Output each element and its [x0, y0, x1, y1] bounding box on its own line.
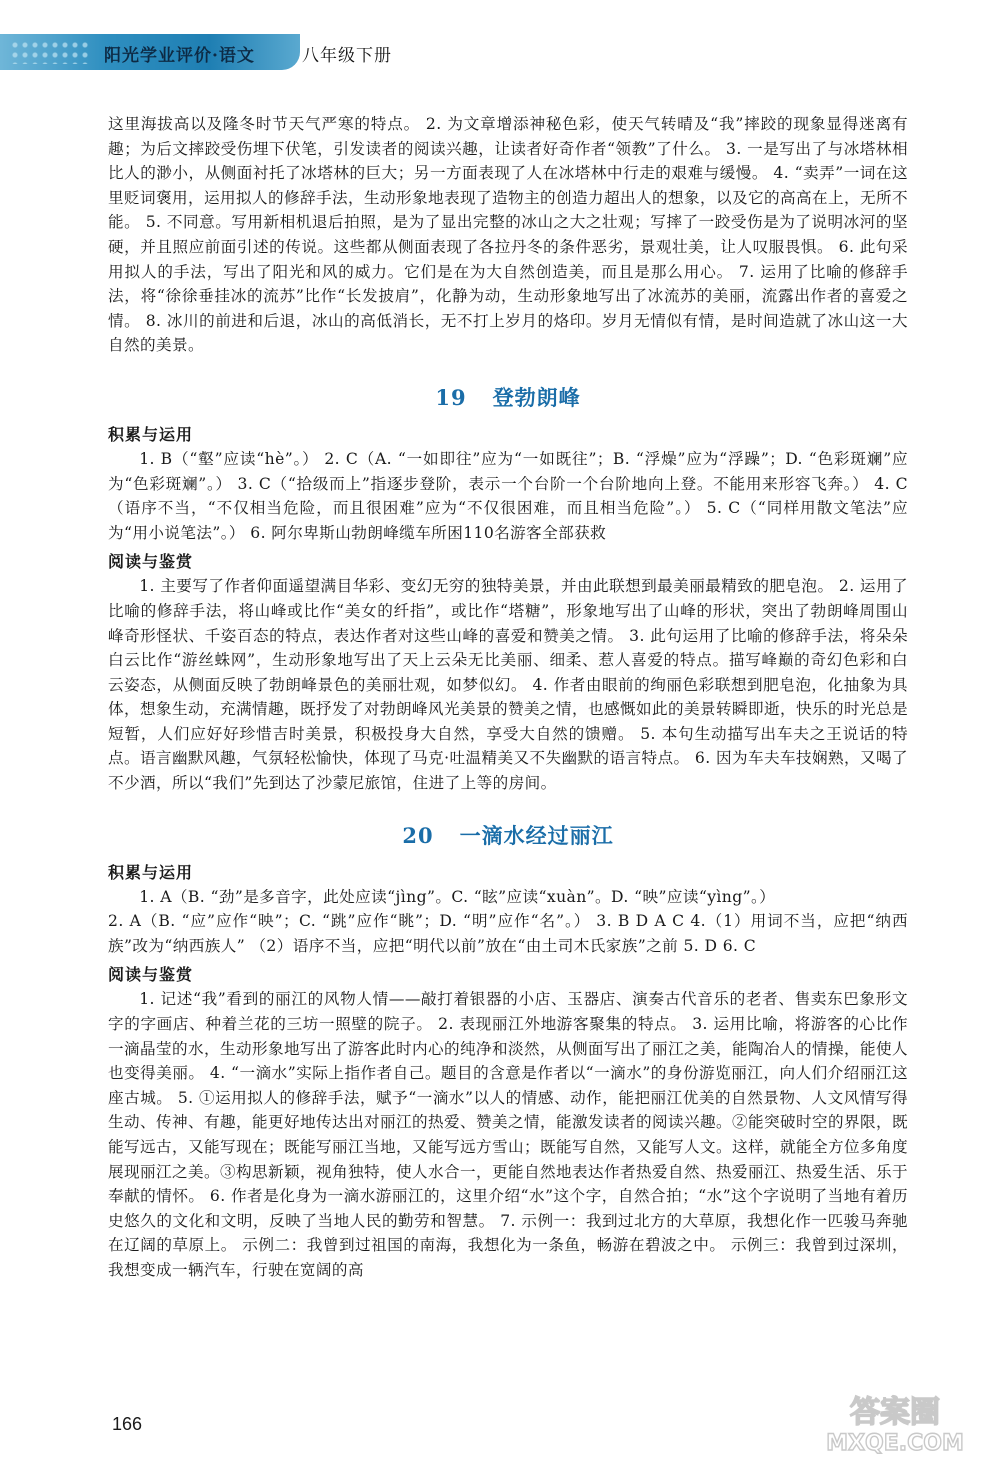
- lesson-20-section-1-line-1: 1. A（B. “劲”是多音字，此处应读“jìng”。C. “眩”应读“xuàn”。D. “映”应读“yìng”。）: [139, 887, 776, 906]
- lesson-19-number: 19: [435, 384, 467, 410]
- page-number: 166: [112, 1414, 143, 1434]
- lesson-19-section-2-heading: 阅读与鉴赏: [108, 552, 194, 572]
- lesson-20-name: 一滴水经过丽江: [459, 822, 614, 848]
- lesson-19-section-2-text: 1. 主要写了作者仰面遥望满目华彩、变幻无穷的独特美景，并由此联想到最美丽最精致的肥皂泡。 2. 运用了比喻的修辞手法，将山峰或比作“美女的纤指”，或比作“塔糖”，形象地写出了山峰的形状，突出了勃朗峰周围山峰奇形怪状、千姿百态的特点，表达作者对这些山峰的喜爱和赞美之情。 3. 此句运用了比喻的修辞手法，将朵朵白云比作“游丝蛛网”，生动形象地写出了天上云朵无比美丽、细柔、惹人喜爱的特点。描写峰巅的奇幻色彩和白云姿态，从侧面反映了勃朗峰景色的美丽壮观，如梦似幻。 4. 作者由眼前的绚丽色彩联想到肥皂泡，化抽象为具体，想象生动，充满情趣，既抒发了对勃朗峰风光美景的赞美之情，也感慨如此的美景转瞬即逝，快乐的时光总是短暂，人们应好好珍惜吉时美景，积极投身大自然，享受大自然的馈赠。 5. 本句生动描写出车夫之王说话的特点。语言幽默风趣，气氛轻松愉快，体现了马克·吐温精美又不失幽默的语言特点。 6. 因为车夫车技娴熟，又喝了不少酒，所以“我们”先到达了沙蒙尼旅馆，住进了上等的房间。: [108, 577, 908, 793]
- page-header: [0, 34, 420, 70]
- lesson-20-section-1-rest: 2. A（B. “应”应作“映”；C. “跳”应作“眺”；D. “明”应作“名”。） 3. B D A C 4.（1）用词不当，应把“纳西族”改为“纳西族人” （2）语序不当，应把“明代以前”放在“由土司木氏家族”之前 5. D 6. C: [108, 912, 908, 955]
- lesson-19-section-1-text: 1. B（“壑”应读“hè”。） 2. C（A. “一如即往”应为“一如既往”；B. “浮燥”应为“浮躁”；D. “色彩斑斓”应为“色彩斑斓”。） 3. C（“拾级而上”指逐步登阶，表示一个台阶一个台阶地向上登。不能用来形容飞奔。） 4. C（语序不当，“不仅相当危险，而且很困难”应为“不仅很困难，而且相当危险”。） 5. C（“同样用散文笔法”应为“用小说笔法”。） 6. 阿尔卑斯山勃朗峰缆车所困110名游客全部获救: [108, 449, 908, 542]
- watermark-text-en: MXQE.COM: [826, 1431, 964, 1456]
- series-title: 阳光学业评价·语文: [104, 46, 255, 66]
- lesson-19-title: [108, 382, 908, 412]
- watermark-logo: [800, 1388, 990, 1458]
- watermark-text-cn: 答案圈: [850, 1395, 940, 1430]
- intro-paragraph: 这里海拔高以及隆冬时节天气严寒的特点。 2. 为文章增添神秘色彩，使天气转晴及“我”摔跤的现象显得迷离有趣；为后文摔跤受伤埋下伏笔，引发读者的阅读兴趣，让读者好奇作者“领教”了什么。 3. 一是写出了与冰塔林相比人的渺小，从侧面衬托了冰塔林的巨大；另一方面表现了人在冰塔林中行走的艰难与缓慢。 4. “卖弄”一词在这里贬词褒用，运用拟人的修辞手法，生动形象地表现了造物主的创造力超出人的想象，以及它的高高在上，无所不能。 5. 不同意。写用新相机退后拍照，是为了显出完整的冰山之大之壮观；写摔了一跤受伤是为了说明冰河的坚硬，并且照应前面引述的传说。这些都从侧面表现了各拉丹冬的条件恶劣，景观壮美，让人叹服畏惧。 6. 此句采用拟人的手法，写出了阳光和风的威力。它们是在为大自然创造美，而且是那么用心。 7. 运用了比喻的修辞手法，将“徐徐垂挂冰的流苏”比作“长发披肩”，化静为动，生动形象地写出了冰流苏的美丽，流露出作者的喜爱之情。 8. 冰川的前进和后退，冰山的高低消长，无不打上岁月的烙印。岁月无情似有情，是时间造就了冰山这一大自然的美景。: [108, 115, 908, 355]
- lesson-20-section-1-heading: 积累与运用: [108, 862, 194, 882]
- lesson-20-number: 20: [402, 822, 434, 848]
- lesson-19-section-1-heading: 积累与运用: [108, 424, 194, 444]
- lesson-20-section-2-text: 1. 记述“我”看到的丽江的风物人情——敲打着银器的小店、玉器店、演奏古代音乐的老者、售卖东巴象形文字的字画店、种着兰花的三坊一照壁的院子。 2. 表现丽江外地游客聚集的特点。 3. 运用比喻，将游客的心比作一滴晶莹的水，生动形象地写出了游客此时内心的纯净和淡然，从侧面写出了丽江之美，能陶冶人的情操，能使人也变得美丽。 4. “一滴水”实际上指作者自己。题目的含意是作者以“一滴水”的身份游览丽江，向人们介绍丽江这座古城。 5. ①运用拟人的修辞手法，赋予“一滴水”以人的情感、动作，能把丽江优美的自然景物、人文风情写得生动、传神、有趣，能更好地传达出对丽江的热爱、赞美之情，能激发读者的阅读兴趣。②能突破时空的界限，既能写远古，又能写现在；既能写丽江当地，又能写远方雪山；既能写自然，又能写人文。这样，就能全方位多角度展现丽江之美。③构思新颖，视角独特，使人水合一，更能自然地表达作者热爱自然、热爱丽江、热爱生活、乐于奉献的情怀。 6. 作者是化身为一滴水游丽江的，这里介绍“水”这个字，自然合拍；“水”这个字说明了当地有着历史悠久的文化和文明，反映了当地人民的勤劳和智慧。 7. 示例一：我到过北方的大草原，我想化作一匹骏马奔驰在辽阔的草原上。 示例二：我曾到过祖国的南海，我想化为一条鱼，畅游在碧波之中。 示例三：我曾到过深圳，我想变成一辆汽车，行驶在宽阔的高: [108, 990, 908, 1279]
- lesson-20-section-2-heading: 阅读与鉴赏: [108, 965, 194, 985]
- grade-label: 八年级下册: [302, 46, 392, 66]
- page-content: [108, 112, 908, 1283]
- lesson-20-title: [108, 820, 908, 850]
- lesson-19-name: 登勃朗峰: [492, 384, 581, 410]
